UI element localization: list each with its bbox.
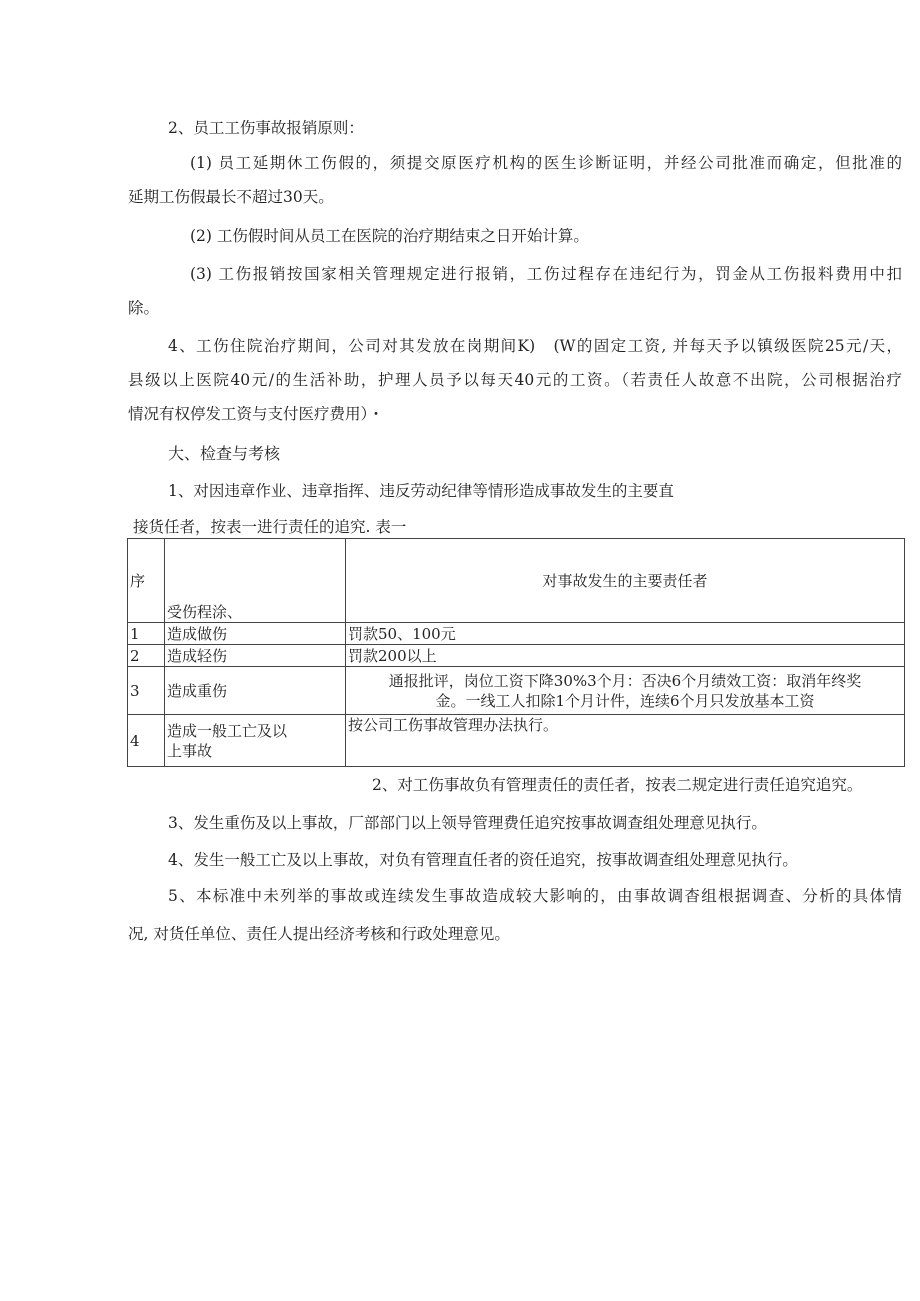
section2-item3-line1: (3) 工伤报销按国家相关管理规定进行报销，工伤过程存在违纪行为，罚金从工伤报料费用中扣 <box>190 265 902 283</box>
row-penalty <box>346 667 905 715</box>
table-row <box>128 667 905 715</box>
section2-title: 2、员工工伤事故报销原则： <box>168 119 364 137</box>
after-item3: 3、发生重伤及以上事故，厂部部门以上领导管理费任追究按事故调查组处理意见执行。 <box>168 814 767 832</box>
section-heading: 大、检查与考核 <box>168 444 281 463</box>
row-degree: 造成做伤 <box>165 623 346 645</box>
section4-line1: 4、工伤住院治疗期间，公司对其发放在岗期间K) (W的固定工资, 并每天予以镇级医院25元/天， <box>168 337 902 355</box>
section4-line2: 县级以上医院40元/的生活补助，护理人员予以每天40元的工资。（若责任人故意不出院，公司根据治疗 <box>128 371 902 389</box>
row-degree <box>165 715 346 767</box>
row-seq: 4 <box>128 715 165 767</box>
section2-item1-line1: (1) 员工延期休工伤假的，须提交原医疗机构的医生诊断证明，并经公司批准而确定，但批准的 <box>190 154 902 172</box>
check-item1-line1: 1、对因违章作业、违章指挥、违反劳动纪律等情形造成事故发生的主要直 <box>168 482 674 500</box>
row-degree: 造成轻伤 <box>165 645 346 667</box>
row-seq: 2 <box>128 645 165 667</box>
check-item1-line2: 接货任者，按表一进行责任的追究. 表一 <box>133 518 407 536</box>
section2-item3-line2: 除。 <box>128 299 160 317</box>
section4-line3: 情况有权停发工资与支付医疗费用）・ <box>128 405 384 423</box>
responsibility-table <box>127 538 905 767</box>
after-item5-line2: 况, 对货任单位、责任人提出经济考核和行政处理意见。 <box>128 925 510 943</box>
section2-item2: (2) 工伤假时间从员工在医院的治疗期结束之日开始计算。 <box>190 227 589 245</box>
header-degree: 受伤程涂、 <box>165 539 346 623</box>
table-header-row <box>128 539 905 623</box>
row-degree-line2: 上事故 <box>167 741 213 760</box>
after-item5-line1: 5、本标准中未列举的事故或连续发生事故造成较大影响的，由事故调杳组根据调查、分析的具体情 <box>168 887 902 905</box>
row-penalty-line2: 金。一线工人扣除1个月计件，连续6个月只发放基本工资 <box>435 691 815 710</box>
row-seq: 1 <box>128 623 165 645</box>
row-degree: 造成重伤 <box>165 667 346 715</box>
table-row <box>128 623 905 645</box>
row-penalty-line1: 通报批评，岗位工资下降30%3个月：否决6个月绩效工资：取消年终奖 <box>388 671 862 690</box>
row-penalty: 按公司工伤事故管理办法执行。 <box>346 715 905 767</box>
row-penalty: 罚款200以上 <box>346 645 905 667</box>
header-seq: 序 <box>128 539 165 623</box>
row-degree-line1: 造成一般工亡及以 <box>167 721 288 740</box>
after-item2: 2、对工伤事故负有管理责任的责任者，按表二规定进行责任追究追究。 <box>372 776 863 794</box>
after-item4: 4、发生一般工亡及以上事故，对负有管理直任者的资任追究，按事故调查组处理意见执行。 <box>168 851 798 869</box>
table-row <box>128 715 905 767</box>
section2-item1-line2: 延期工伤假最长不超过30天。 <box>128 188 334 206</box>
row-seq: 3 <box>128 667 165 715</box>
table-row <box>128 645 905 667</box>
header-responsible: 对事故发生的主要责任者 <box>346 539 905 623</box>
row-penalty: 罚款50、100元 <box>346 623 905 645</box>
